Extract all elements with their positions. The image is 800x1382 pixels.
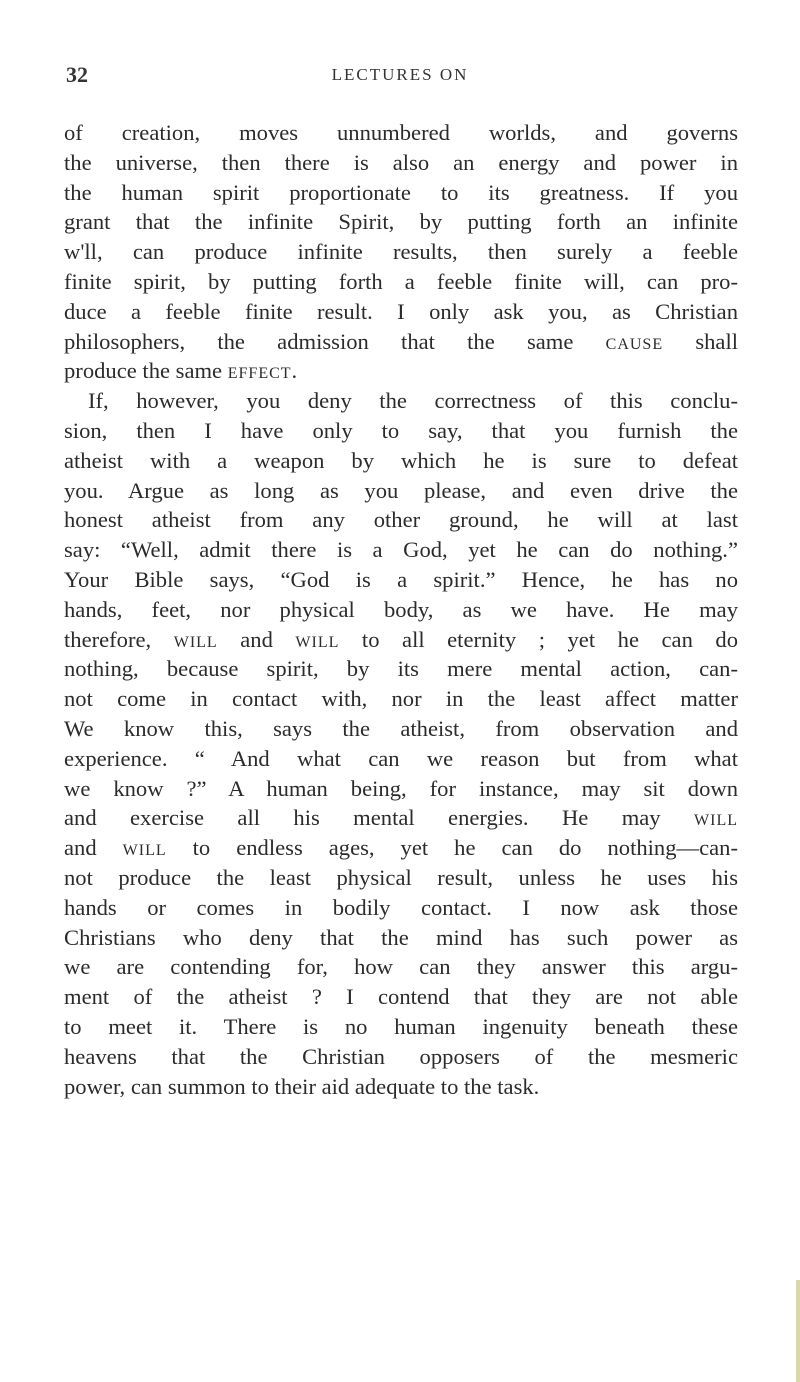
page-number: 32: [66, 62, 88, 87]
small-caps-term: cause: [605, 328, 664, 354]
text-segment: .: [291, 358, 298, 384]
text-line: duce a feeble finite result. I only ask you, as Christian: [64, 298, 738, 324]
text-line: w'll, can produce infinite results, then surely a feeble: [64, 239, 738, 265]
small-caps-term: will: [122, 835, 167, 861]
small-caps-term: effect: [227, 358, 292, 384]
page-edge-mark: [796, 1280, 800, 1382]
text-line: finite spirit, by putting forth a feeble finite will, can pro-: [64, 268, 738, 294]
text-line: we know ?” A human being, for instance, may sit down: [64, 775, 738, 801]
small-caps-term: will: [173, 626, 218, 652]
text-line: the human spirit proportionate to its greatness. If you: [64, 179, 738, 205]
text-line: ment of the atheist ? I contend that they are not able: [64, 984, 738, 1010]
text-line: [64, 833, 738, 863]
small-caps-term: will: [694, 805, 738, 831]
text-segment: to endless ages, yet he can do nothing—can-: [166, 835, 738, 861]
text-line: grant that the infinite Spirit, by putting forth an infinite: [64, 209, 738, 235]
text-segment: philosophers, the admission that the same: [64, 328, 606, 354]
text-segment: produce the same: [64, 358, 228, 384]
text-line: say: “Well, admit there is a God, yet he can do nothing.”: [64, 537, 738, 563]
text-line: hands or comes in bodily contact. I now ask those: [64, 894, 738, 920]
text-line: honest atheist from any other ground, he will at last: [64, 507, 738, 533]
text-line: sion, then I have only to say, that you furnish the: [64, 417, 738, 443]
text-line: Christians who deny that the mind has such power as: [64, 924, 738, 950]
text-line: nothing, because spirit, by its mere mental action, can-: [64, 656, 738, 682]
text-line: you. Argue as long as you please, and even drive the: [64, 477, 738, 503]
text-segment: therefore,: [64, 626, 174, 652]
text-line: experience. “ And what can we reason but from what: [64, 745, 738, 771]
page-header: [0, 62, 800, 92]
text-line: of creation, moves unnumbered worlds, and governs: [64, 120, 738, 145]
text-line: power, can summon to their aid adequate to the task.: [64, 1073, 540, 1099]
text-line: If, however, you deny the correctness of this conclu-: [88, 388, 738, 414]
text-line: not come in contact with, nor in the least affect matter: [64, 686, 738, 712]
text-line: Your Bible says, “God is a spirit.” Hence, he has no: [64, 566, 738, 592]
text-line: [64, 625, 738, 655]
text-segment: and exercise all his mental energies. He may: [64, 805, 695, 831]
text-segment: and: [64, 835, 123, 861]
text-line: [64, 356, 738, 386]
running-head: LECTURES ON: [331, 65, 469, 84]
text-line: heavens that the Christian opposers of the mesmeric: [64, 1043, 738, 1069]
text-line: hands, feet, nor physical body, as we have. He may: [64, 596, 738, 622]
text-segment: and: [217, 626, 296, 652]
text-line: [64, 803, 738, 833]
text-line: [64, 327, 738, 357]
text-line: not produce the least physical result, unless he uses his: [64, 864, 738, 890]
text-line: atheist with a weapon by which he is sure to defeat: [64, 447, 738, 473]
text-line: we are contending for, how can they answer this argu-: [64, 954, 738, 980]
text-segment: shall: [663, 328, 738, 354]
small-caps-term: will: [295, 626, 340, 652]
text-line: We know this, says the atheist, from observation and: [64, 715, 738, 741]
text-line: the universe, then there is also an energy and power in: [64, 149, 738, 175]
body-text: [64, 118, 738, 1101]
text-segment: to all eternity ; yet he can do: [339, 626, 738, 652]
text-line: to meet it. There is no human ingenuity beneath these: [64, 1013, 738, 1039]
